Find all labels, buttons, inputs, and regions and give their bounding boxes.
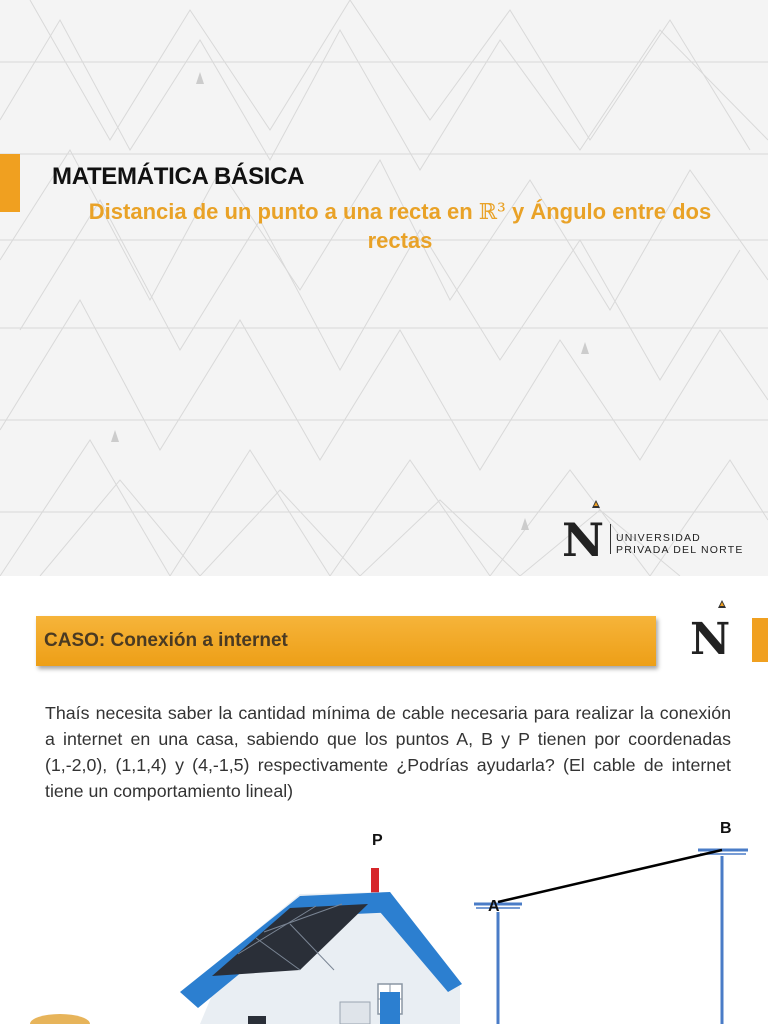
- subtitle-part2: y Ángulo entre dos rectas: [367, 199, 712, 253]
- person-partial: [30, 1014, 90, 1024]
- course-title: MATEMÁTICA BÁSICA: [52, 163, 305, 190]
- cable-line: [498, 850, 722, 902]
- university-name: [616, 532, 744, 556]
- case-title: CASO: Conexión a internet: [44, 630, 288, 651]
- university-logo: [560, 498, 760, 560]
- case-header: [36, 616, 656, 666]
- upn-n-icon: [688, 598, 732, 660]
- problem-statement: Thaís necesita saber la cantidad mínima de cable necesaria para realizar la conexión a internet en una casa, sabiendo que los puntos A, B y P tienen por coordenadas (1,-2,0), (1,1,4) y (4,-1,5) respectivamente ¿Podrías ayudarla? (El cable de internet tiene un comportamiento lineal): [45, 703, 731, 801]
- logo-line1: UNIVERSIDAD: [616, 532, 701, 544]
- label-b: B: [720, 820, 732, 837]
- logo-line2: PRIVADA DEL NORTE: [616, 544, 744, 556]
- svg-text:N: N: [690, 614, 731, 660]
- problem-figure: [0, 812, 768, 1024]
- subtitle-part1: Distancia de un punto a una recta en: [88, 199, 479, 224]
- accent-tab-right: [752, 618, 768, 662]
- logo-divider: [610, 524, 611, 554]
- case-slide: [0, 576, 768, 1024]
- label-p: P: [372, 832, 383, 849]
- topic-subtitle: [80, 198, 720, 255]
- svg-text:N: N: [562, 513, 605, 560]
- r3-symbol: ℝ³: [478, 200, 506, 225]
- accent-tab: [0, 154, 20, 212]
- poles-illustration: [474, 850, 748, 1024]
- upn-n-icon: [560, 498, 608, 560]
- label-a: A: [488, 898, 500, 915]
- house-illustration: [180, 868, 462, 1024]
